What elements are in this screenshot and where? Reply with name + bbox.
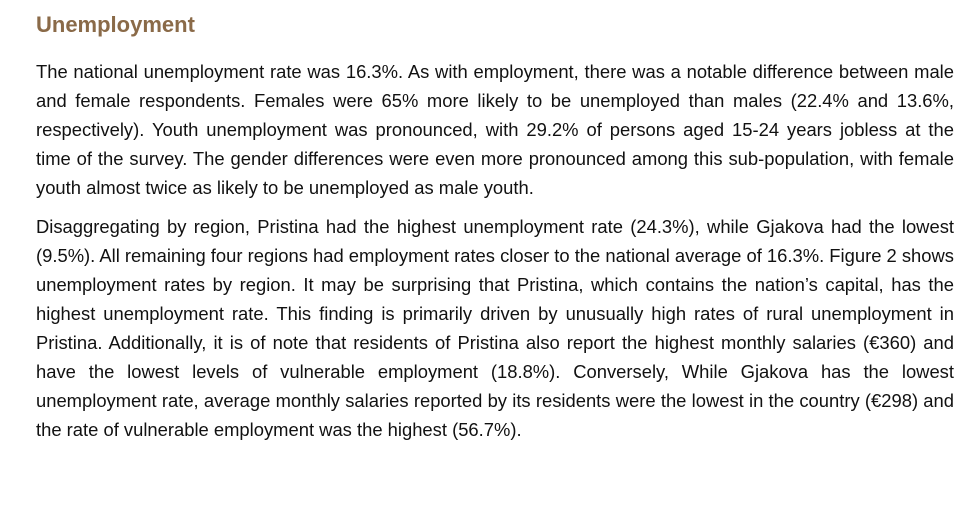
paragraph-national-unemployment: The national unemployment rate was 16.3%. As with employment, there was a notable difference between male and female respondents. Females were 65% more likely to be unemployed than males (22.4% and 13.6%, respectively). Youth unemployment was pronounced, with 29.2% of persons aged 15-24 years jobless at the time of the survey. The gender differences were even more pronounced among this sub-population, with female youth almost twice as likely to be unemployed as male youth. [36,61,954,198]
section-heading: Unemployment [36,12,195,37]
document-page [36,10,954,454]
paragraph-regional-unemployment: Disaggregating by region, Pristina had the highest unemployment rate (24.3%), while Gjakova had the lowest (9.5%). All remaining four regions had employment rates closer to the national average of 16.3%. Figure 2 shows unemployment rates by region. It may be surprising that Pristina, which contains the nation’s capital, has the highest unemployment rate. This finding is primarily driven by unusually high rates of rural unemployment in Pristina. Additionally, it is of note that residents of Pristina also report the highest monthly salaries (€360) and have the lowest levels of vulnerable employment (18.8%). Conversely, While Gjakova has the lowest unemployment rate, average monthly salaries reported by its residents were the lowest in the country (€298) and the rate of vulnerable employment was the highest (56.7%). [36,216,954,440]
